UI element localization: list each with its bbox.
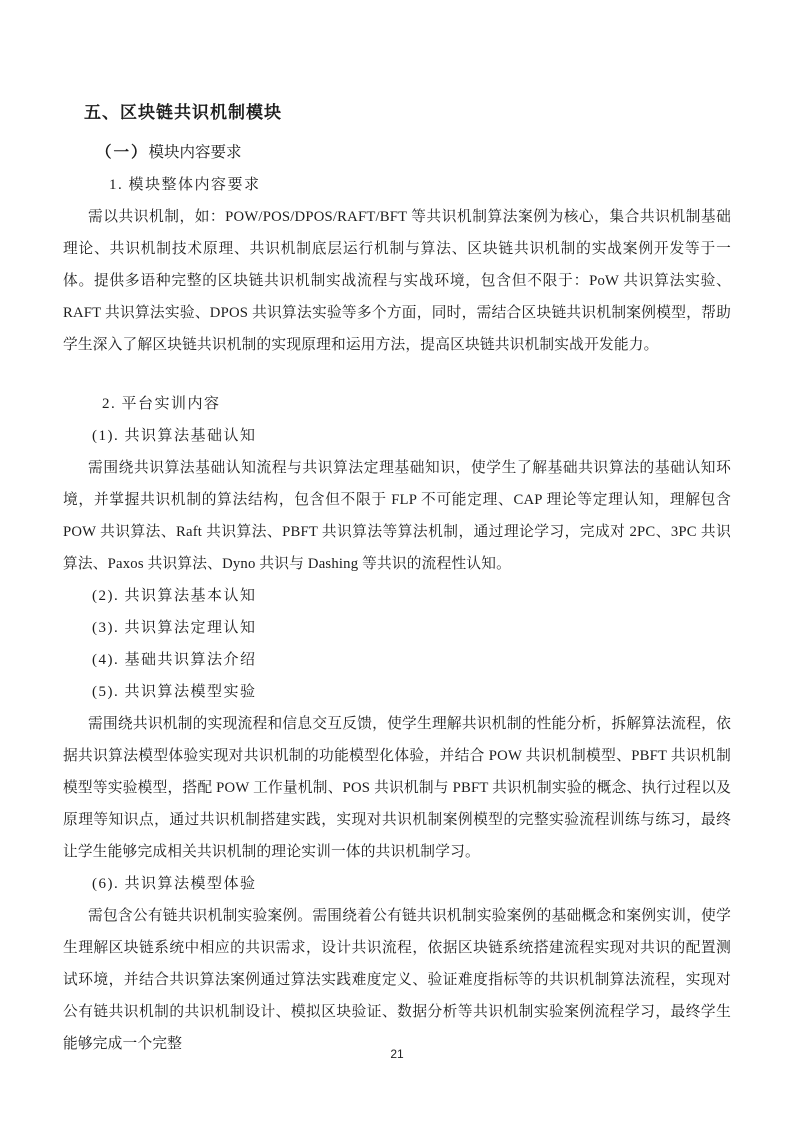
- list-item-model-experiment: (5). 共识算法模型实验: [92, 684, 257, 700]
- paragraph-model-experiment: 需围绕共识机制的实现流程和信息交互反馈，使学生理解共识机制的性能分析，拆解算法流程，依据共识算法模型体验实现对共识机制的功能模型化体验，并结合 POW 共识机制模型、PBFT 共识机制模型等实验模型，搭配 POW 工作量机制、POS 共识机制与 PBFT 共识机制实验的概念、执行过程以及原理等知识点，通过共识机制搭建实践，实现对共识机制案例模型的完整实验流程训练与练习，最终让学生能够完成相关共识机制的理论实训一体的共识机制学习。: [63, 716, 731, 860]
- page-number: 21: [390, 1047, 404, 1061]
- subsection-number: （一）: [96, 144, 149, 161]
- paragraph-model-experience: 需包含公有链共识机制实验案例。需围绕着公有链共识机制实验案例的基础概念和案例实训，使学生理解区块链系统中相应的共识需求，设计共识流程，依据区块链系统搭建流程实现对共识的配置测试环境，并结合共识算法案例通过算法实践难度定义、验证难度指标等的共识机制算法流程，实现对公有链共识机制的共识机制设计、模拟区块验证、数据分析等共识机制实验案例流程学习，最终学生能够完成一个完整: [63, 908, 731, 1052]
- subsection-heading: [96, 137, 731, 169]
- section-heading: 五、区块链共识机制模块: [84, 103, 282, 122]
- list-item-model-experience: (6). 共识算法模型体验: [92, 876, 257, 892]
- list-item-basic-algorithm-intro: (4). 基础共识算法介绍: [92, 652, 257, 668]
- paragraph-basic-cognition: 需围绕共识算法基础认知流程与共识算法定理基础知识，使学生了解基础共识算法的基础认知环境，并掌握共识机制的算法结构，包含但不限于 FLP 不可能定理、CAP 理论等定理认知，理解包含 POW 共识算法、Raft 共识算法、PBFT 共识算法等算法机制，通过理论学习，完成对 2PC、3PC 共识算法、Paxos 共识算法、Dyno 共识与 Dashing 等共识的流程性认知。: [63, 460, 731, 572]
- list-item-basic-recognition: (2). 共识算法基本认知: [92, 588, 257, 604]
- item-heading-module-content: 1. 模块整体内容要求: [109, 177, 261, 193]
- subsection-title: 模块内容要求: [148, 144, 242, 161]
- list-item-theorem-cognition: (3). 共识算法定理认知: [92, 620, 257, 636]
- list-item-consensus-basic-cognition: (1). 共识算法基础认知: [92, 428, 257, 444]
- paragraph-module-overview: 需以共识机制，如：POW/POS/DPOS/RAFT/BFT 等共识机制算法案例为核心，集合共识机制基础理论、共识机制技术原理、共识机制底层运行机制与算法、区块链共识机制的实战案例开发等于一体。提供多语种完整的区块链共识机制实战流程与实战环境，包含但不限于：PoW 共识算法实验、RAFT 共识算法实验、DPOS 共识算法实验等多个方面，同时，需结合区块链共识机制案例模型，帮助学生深入了解区块链共识机制的实现原理和运用方法，提高区块链共识机制实战开发能力。: [63, 209, 731, 353]
- item-heading-platform-training: 2. 平台实训内容: [102, 396, 221, 412]
